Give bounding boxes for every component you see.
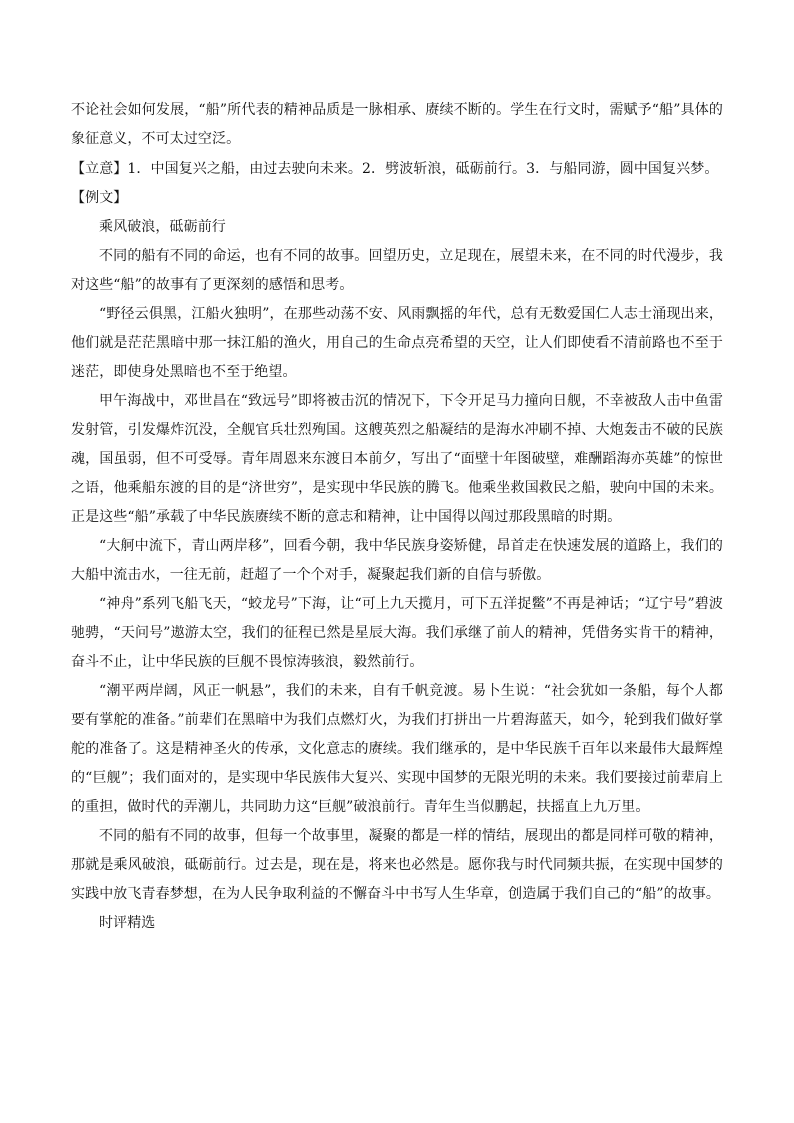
essay-paragraph: “潮平两岸阔，风正一帆悬”，我们的未来，自有千帆竞渡。易卜生说：“社会犹如一条船，每个人都要有掌舵的准备。”前辈们在黑暗中为我们点燃灯火，为我们打拼出一片碧海蓝天，如今，轮到我们做好掌舵的准备了。这是精神圣火的传承，文化意志的赓续。我们继承的，是中华民族千百年以来最伟大最辉煌的“巨舰”；我们面对的，是实现中华民族伟大复兴、实现中国梦的无限光明的未来。我们要接过前辈肩上的重担，做时代的弄潮儿，共同助力这“巨舰”破浪前行。青年生当似鹏起，扶摇直上九万里。 [71,683,723,815]
paragraph-intro: 不论社会如何发展，“船”所代表的精神品质是一脉相承、赓续不断的。学生在行文时，需赋予“船”具体的象征意义，不可太过空泛。 [71,102,723,147]
essay-paragraph: 甲午海战中，邓世昌在“致远号”即将被击沉的情况下，下令开足马力撞向日舰，不幸被敌人击中鱼雷发射管，引发爆炸沉没，全舰官兵壮烈殉国。这艘英烈之船凝结的是海水冲刷不掉、大炮轰击不破的民族魂，国虽弱，但不可受辱。青年周恩来东渡日本前夕，写出了“面壁十年图破壁，难酬蹈海亦英雄”的惊世之语，他乘船东渡的目的是“济世穷”，是实现中华民族的腾飞。他乘坐救国救民之船，驶向中国的未来。正是这些“船”承载了中华民族赓续不断的意志和精神，让中国得以闯过那段黑暗的时期。 [71,393,723,525]
essay-paragraph: 不同的船有不同的故事，但每一个故事里，凝聚的都是一样的情结，展现出的都是同样可敬的精神，那就是乘风破浪，砥砺前行。过去是，现在是，将来也必然是。愿你我与时代同频共振，在实现中国梦的实践中放飞青春梦想，在为人民争取利益的不懈奋斗中书写人生华章，创造属于我们自己的“船”的故事。 [71,828,723,902]
essay-paragraph: 不同的船有不同的命运，也有不同的故事。回望历史，立足现在，展望未来，在不同的时代漫步，我对这些“船”的故事有了更深刻的感悟和思考。 [71,248,723,293]
essay-paragraph: “大舸中流下，青山两岸移”，回看今朝，我中华民族身姿矫健，昂首走在快速发展的道路上，我们的大船中流击水，一往无前，赶超了一个个对手，凝聚起我们新的自信与骄傲。 [71,538,723,583]
paragraph-theme: 【立意】1．中国复兴之船，由过去驶向未来。2．劈波斩浪，砥砺前行。3．与船同游，圆中国复兴梦。 [71,161,719,177]
section-heading-commentary: 时评精选 [99,915,156,931]
essay-title: 乘风破浪，砥砺前行 [99,219,226,235]
section-heading-example: 【例文】 [71,190,128,206]
essay-paragraph: “野径云俱黑，江船火独明”，在那些动荡不安、风雨飘摇的年代，总有无数爱国仁人志士涌现出来，他们就是茫茫黑暗中那一抹江船的渔火，用自己的生命点亮希望的天空，让人们即使看不清前路也不至于迷茫，即使身处黑暗也不至于绝望。 [71,306,723,380]
document-body [71,96,723,938]
essay-paragraph: “神舟”系列飞船飞天，“蛟龙号”下海，让“可上九天揽月，可下五洋捉鳖”不再是神话；“辽宁号”碧波驰骋，“天问号”遨游太空，我们的征程已然是星辰大海。我们承继了前人的精神，凭借务实肯干的精神，奋斗不止，让中华民族的巨舰不畏惊涛骇浪，毅然前行。 [71,596,723,670]
